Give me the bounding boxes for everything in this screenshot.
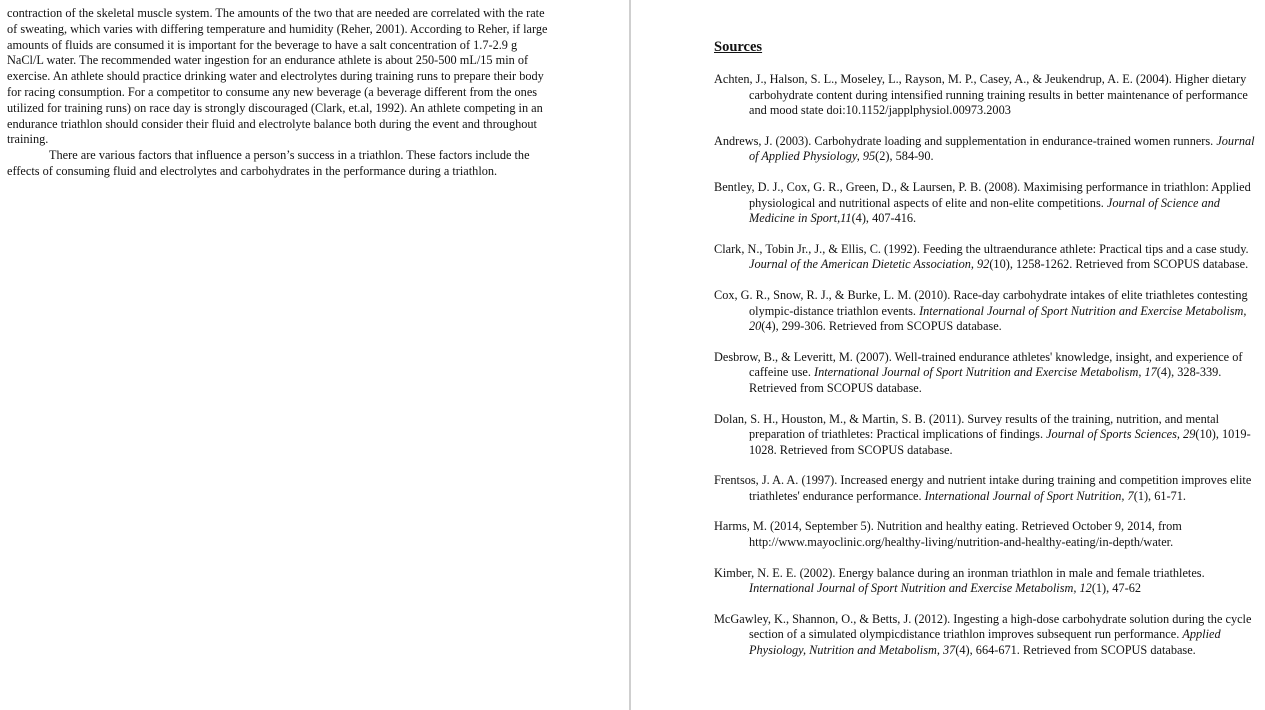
reference-text: McGawley, K., Shannon, O., & Betts, J. (2012). Ingesting a high-dose carbohydrate solution during the cycle section of a simulated olympicdistance triathlon improves subsequent run performance. <box>714 611 1252 642</box>
reference-text: Frentsos, J. A. A. (1997). Increased energy and nutrient intake during training and competition improves elite triathletes' endurance performance. <box>714 473 1252 503</box>
reference-details: (4), 407-416. <box>851 211 917 226</box>
body-paragraph: contraction of the skeletal muscle system. The amounts of the two that are needed are correlated with the rate of sweating, which varies with differing temperature and humidity (Reher, 2001). According to Reher, if large amounts of fluids are consumed it is important for the beverage to have a salt concentration of 1.7-2.9 g NaCl/L water. The recommended water ingestion for an endurance athlete is about 250-500 mL/15 min of exercise. An athlete should practice drinking water and electrolytes during training runs to prepare their body for racing consumption. For a competitor to consume any new beverage (a beverage different from the ones utilized for training runs) on race day is strongly discouraged (Clark, et.al, 1992). An athlete competing in an endurance triathlon should consider their fluid and electrolyte balance both during the event and throughout training. <box>7 6 548 147</box>
reference-details: (2), 584-90. <box>875 149 934 164</box>
reference-details: (4), 664-671. Retrieved from SCOPUS database. <box>955 643 1196 658</box>
reference-item <box>714 412 1259 459</box>
reference-text: Bentley, D. J., Cox, G. R., Green, D., & Laursen, P. B. (2008). Maximising performance in triathlon: Applied physiological and nutritional aspects of elite and non-elite competitions. <box>714 179 1251 210</box>
reference-text: Kimber, N. E. E. (2002). Energy balance during an ironman triathlon in male and female triathletes. <box>714 565 1205 580</box>
reference-journal: Journal of the American Dietetic Association, 92 <box>749 257 990 272</box>
reference-journal: International Journal of Sport Nutrition and Exercise Metabolism, 12 <box>749 581 1092 596</box>
reference-journal: International Journal of Sport Nutrition and Exercise Metabolism, 17 <box>813 365 1157 380</box>
reference-item <box>714 612 1259 659</box>
reference-item <box>714 180 1259 227</box>
reference-text: Desbrow, B., & Leveritt, M. (2007). Well-trained endurance athletes' knowledge, insight, and experience of caffeine use. <box>714 349 1243 380</box>
reference-item <box>714 473 1259 504</box>
reference-text: Cox, G. R., Snow, R. J., & Burke, L. M. (2010). Race-day carbohydrate intakes of elite triathletes contesting olympic-distance triathlon events. <box>714 287 1248 318</box>
reference-details: (10), 1019-1028. Retrieved from SCOPUS database. <box>749 427 1251 457</box>
reference-journal: Journal of Sports Sciences, 29 <box>1046 427 1196 442</box>
reference-journal: Journal of Applied Physiology, 95 <box>749 133 1255 164</box>
reference-text: Dolan, S. H., Houston, M., & Martin, S. B. (2011). Survey results of the training, nutrition, and mental preparation of triathletes: Practical implications of findings. <box>714 411 1220 442</box>
reference-item <box>714 288 1259 335</box>
reference-text: Harms, M. (2014, September 5). Nutrition and healthy eating. Retrieved October 9, 2014, from http://www.mayoclinic.org/healthy-living/nutrition-and-healthy-eating/in-depth/water. <box>714 519 1182 550</box>
reference-text: Clark, N., Tobin Jr., J., & Ellis, C. (1992). Feeding the ultraendurance athlete: Practical tips and a case study. <box>714 241 1249 256</box>
reference-journal: Applied Physiology, Nutrition and Metabolism, 37 <box>749 627 1221 658</box>
reference-item <box>714 72 1259 119</box>
reference-details: (1), 47-62 <box>1091 581 1141 596</box>
reference-details: (10), 1258-1262. Retrieved from SCOPUS database. <box>989 257 1249 272</box>
reference-journal: International Journal of Sport Nutrition, 7 <box>924 488 1134 503</box>
reference-item <box>714 519 1259 550</box>
left-page <box>0 0 629 710</box>
reference-details: (4), 299-306. Retrieved from SCOPUS database. <box>761 319 1002 334</box>
right-page <box>631 0 1265 710</box>
reference-text: Andrews, J. (2003). Carbohydrate loading and supplementation in endurance-trained women runners. <box>714 133 1217 148</box>
reference-journal: International Journal of Sport Nutrition and Exercise Metabolism, 20 <box>749 303 1247 334</box>
reference-item <box>714 350 1259 397</box>
reference-item <box>714 134 1259 165</box>
reference-details: (4), 328-339. Retrieved from SCOPUS database. <box>749 365 1222 395</box>
reference-details: (1), 61-71. <box>1133 488 1186 503</box>
body-paragraph: There are various factors that influence a person’s success in a triathlon. These factors include the effects of consuming fluid and electrolytes and carbohydrates in the performance during a triathlon. <box>7 148 530 178</box>
reference-item <box>714 242 1259 273</box>
reference-journal: Journal of Science and Medicine in Sport,11 <box>749 195 1220 226</box>
reference-list <box>714 72 1259 674</box>
reference-text: Achten, J., Halson, S. L., Moseley, L., Rayson, M. P., Casey, A., & Jeukendrup, A. E. (2004). Higher dietary carbohydrate content during intensified running training results in better maintenance of performance and mood state doi:10.1152/japplphysiol.00973.2003 <box>714 72 1248 118</box>
reference-item <box>714 566 1259 597</box>
sources-heading: Sources <box>714 39 763 55</box>
body-text <box>7 6 552 180</box>
